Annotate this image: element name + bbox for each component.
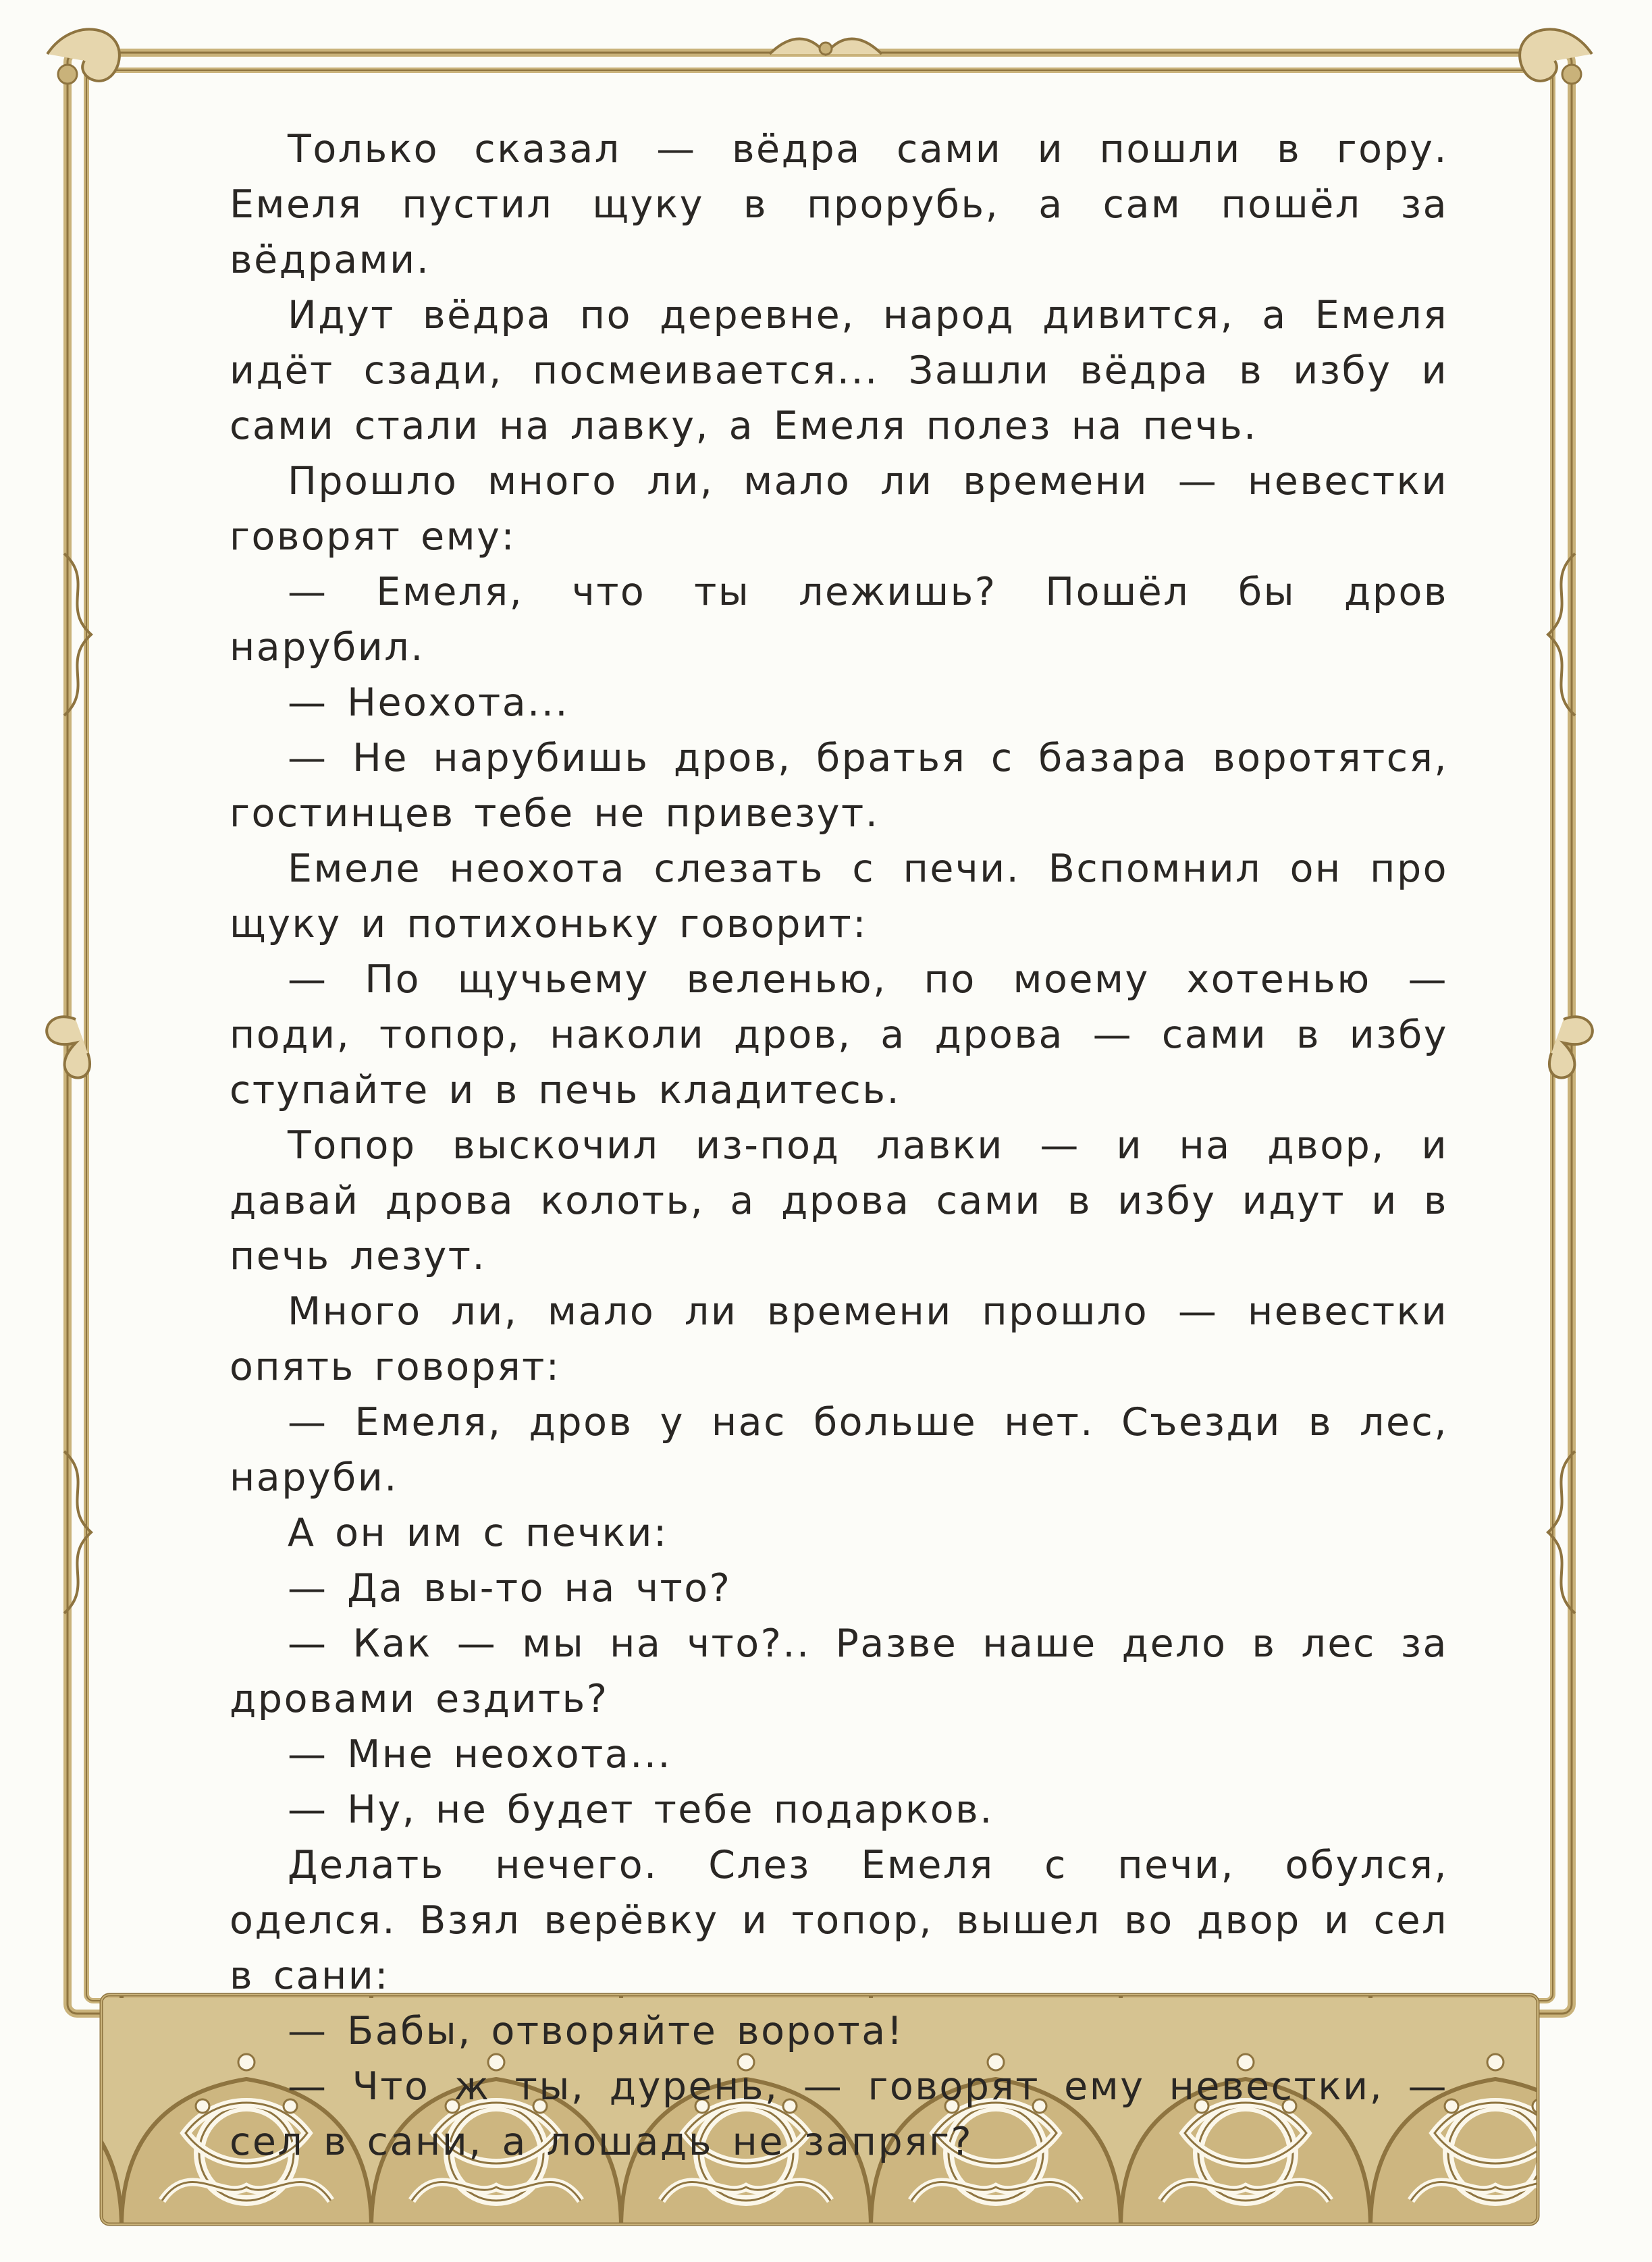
paragraph: Топор выскочил из-под лавки — и на двор, и давай дрова колоть, а дрова сами в избу идут и в печь лезут. <box>230 1123 1448 1278</box>
paragraph: А он им с печки: <box>288 1511 668 1555</box>
dialogue-line: — Емеля, что ты лежишь? Пошёл бы дров нарубил. <box>230 570 1448 670</box>
paragraph: Делать нечего. Слез Емеля с печи, обулся, оделся. Взял верёвку и топор, вышел во двор и сел в сани: <box>230 1843 1448 1998</box>
dialogue-line: — Как — мы на что?.. Разве наше дело в лес за дровами ездить? <box>230 1621 1448 1721</box>
dialogue-line: — Да вы-то на что? <box>288 1566 732 1611</box>
story-text <box>230 122 1448 2170</box>
paragraph: Только сказал — вёдра сами и пошли в гору. Емеля пустил щуку в прорубь, а сам пошёл за вёдрами. <box>230 127 1448 282</box>
dialogue-line: — По щучьему веленью, по моему хотенью — поди, топор, наколи дров, а дрова — сами в избу ступайте и в печь кладитесь. <box>230 957 1448 1112</box>
dialogue-line: — Бабы, отворяйте ворота! <box>288 2009 904 2053</box>
paragraph: Много ли, мало ли времени прошло — невестки опять говорят: <box>230 1289 1448 1389</box>
paragraph: Емеле неохота слезать с печи. Вспомнил он про щуку и потихоньку говорит: <box>230 846 1448 946</box>
dialogue-line: — Емеля, дров у нас больше нет. Съезди в лес, наруби. <box>230 1400 1448 1500</box>
dialogue-line: — Не нарубишь дров, братья с базара воротятся, гостинцев тебе не привезут. <box>230 736 1448 836</box>
paragraph: Идут вёдра по деревне, народ дивится, а Емеля идёт сзади, посмеивается... Зашли вёдра в избу и сами стали на лавку, а Емеля полез на печь. <box>230 293 1448 448</box>
dialogue-line: — Неохота... <box>288 680 570 725</box>
dialogue-line: — Ну, не будет тебе подарков. <box>288 1787 994 1832</box>
dialogue-line: — Мне неохота... <box>288 1732 672 1777</box>
dialogue-line: — Что ж ты, дурень, — говорят ему невестки, — сел в сани, а лошадь не запряг? <box>230 2064 1448 2164</box>
paragraph: Прошло много ли, мало ли времени — невестки говорят ему: <box>230 459 1448 559</box>
